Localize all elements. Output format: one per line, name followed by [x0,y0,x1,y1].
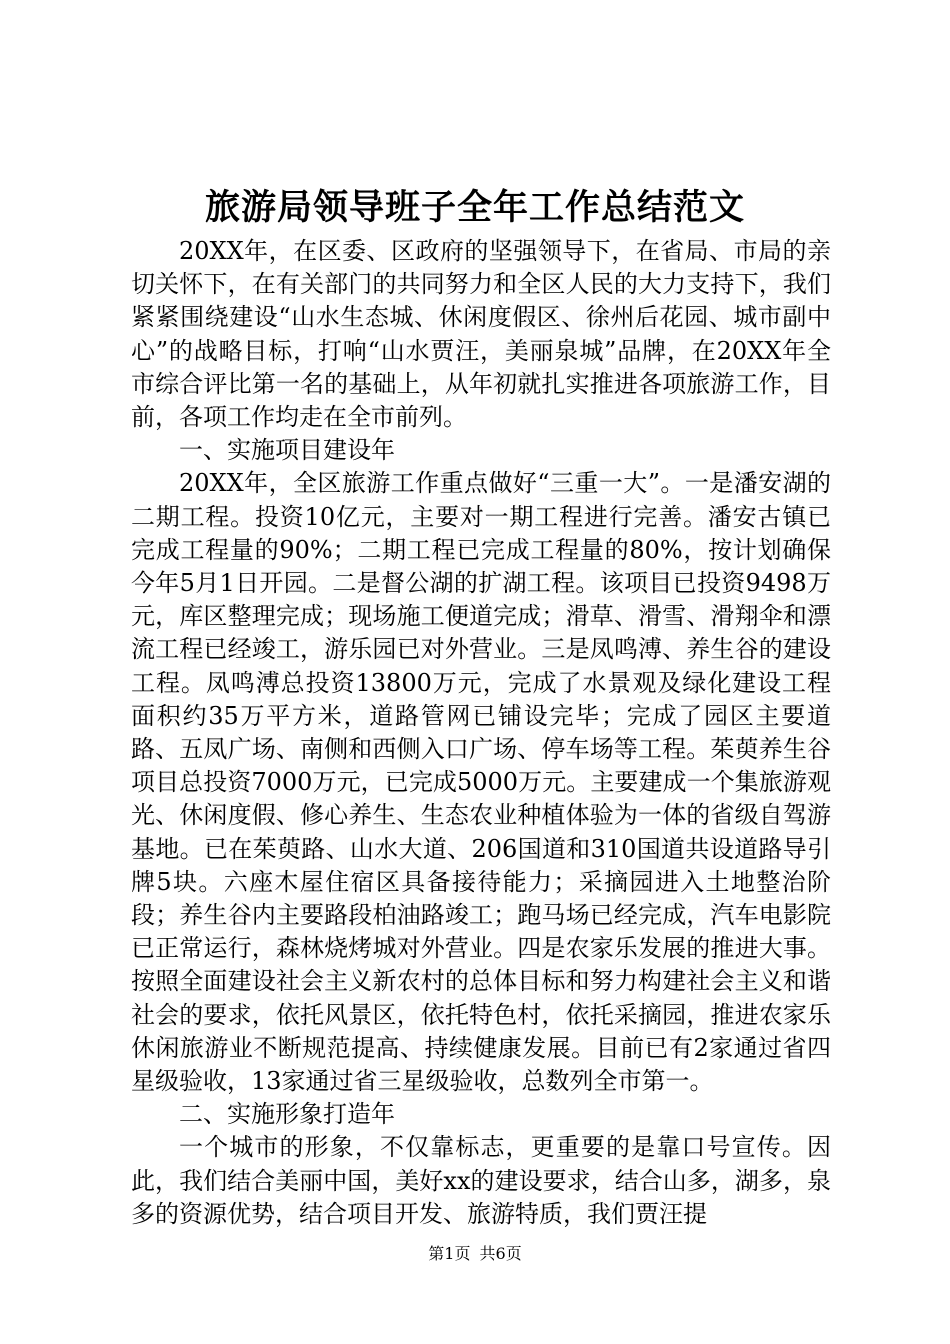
document-body [131,235,831,1231]
section-heading-2: 二、实施形象打造年 [179,1100,395,1129]
page-number: 第1页 [428,1244,471,1263]
document-title: 旅游局领导班子全年工作总结范文 [204,187,745,228]
section-heading-1: 一、实施项目建设年 [179,436,395,465]
paragraph-section-1: 20XX年，全区旅游工作重点做好“三重一大”。一是潘安湖的二期工程。投资10亿元，主要对一期工程进行完善。潘安古镇已完成工程量的90%；二期工程已完成工程量的80%，按计划确保今年5月1日开园。二是督公湖的扩湖工程。该项目已投资9498万元，库区整理完成；现场施工便道完成；滑草、滑雪、滑翔伞和漂流工程已经竣工，游乐园已对外营业。三是凤鸣溥、养生谷的建设工程。凤鸣溥总投资13800万元，完成了水景观及绿化建设工程面积约35万平方米，道路管网已铺设完毕；完成了园区主要道路、五凤广场、南侧和西侧入口广场、停车场等工程。茱萸养生谷项目总投资7000万元，已完成5000万元。主要建成一个集旅游观光、休闲度假、修心养生、生态农业种植体验为一体的省级自驾游基地。已在茱萸路、山水大道、206国道和310国道共设道路导引牌5块。六座木屋住宿区具备接待能力；采摘园进入土地整治阶段；养生谷内主要路段柏油路竣工；跑马场已经完成，汽车电影院已正常运行，森林烧烤城对外营业。四是农家乐发展的推进大事。按照全面建设社会主义新农村的总体目标和努力构建社会主义和谐社会的要求，依托风景区，依托特色村，依托采摘园，推进农家乐休闲旅游业不断规范提高、持续健康发展。目前已有2家通过省四星级验收，13家通过省三星级验收，总数列全市第一。 [131,469,831,1096]
page-footer [0,1243,950,1265]
paragraph-intro: 20XX年，在区委、区政府的坚强领导下，在省局、市局的亲切关怀下，在有关部门的共同努力和全区人民的大力支持下，我们紧紧围绕建设“山水生态城、休闲度假区、徐州后花园、城市副中心”的战略目标，打响“山水贾汪，美丽泉城”品牌，在20XX年全市综合评比第一名的基础上，从年初就扎实推进各项旅游工作，目前，各项工作均走在全市前列。 [131,237,831,432]
page-total: 共6页 [479,1244,522,1263]
paragraph-section-2: 一个城市的形象，不仅靠标志，更重要的是靠口号宣传。因此，我们结合美丽中国，美好xx的建设要求，结合山多，湖多，泉多的资源优势，结合项目开发、旅游特质，我们贾汪提 [131,1133,831,1228]
